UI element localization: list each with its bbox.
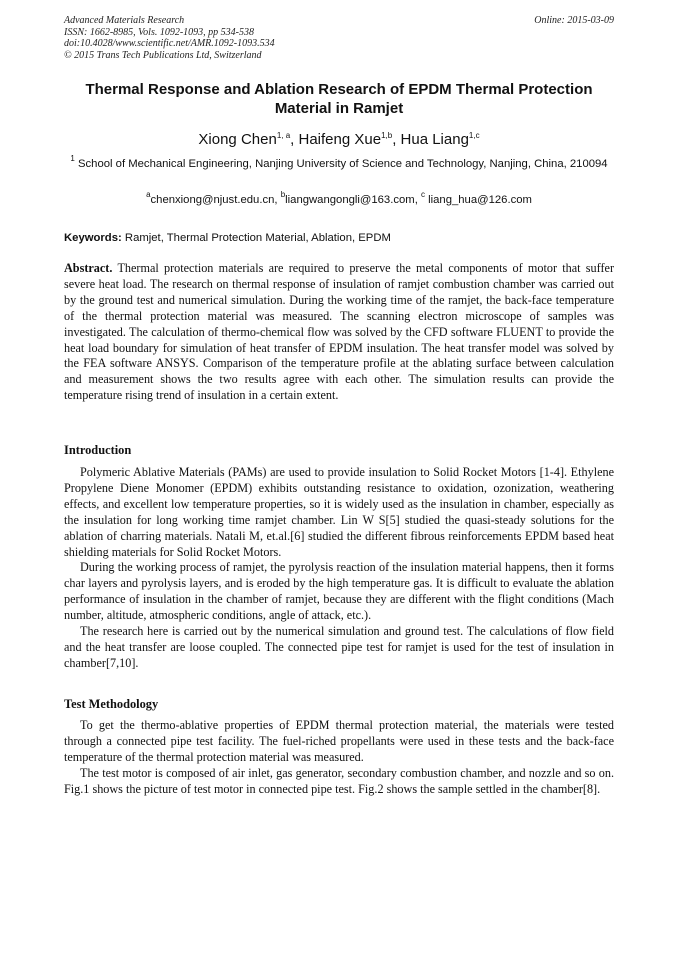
author-affiliation-mark: 1,b xyxy=(381,131,393,140)
email-list: $^a$chenxiong@njust.edu.cn, $^b$liangwangongli@163.com, $^c$ liang_hua@126.com xyxy=(146,190,532,206)
author-name: Haifeng Xue xyxy=(298,131,382,148)
keywords xyxy=(64,231,614,246)
paragraph: To get the thermo-ablative properties of EPDM thermal protection material, the materials were tested through a connected pipe test facility. The fuel-riched propellants were used in these tests and the back-face temperature of the thermal protection material was measured. xyxy=(64,718,614,764)
author-affiliation-mark: 1, a xyxy=(276,131,291,140)
abstract-text: Thermal protection materials are required to preserve the metal components of motor that suffer severe heat load. The research on thermal response of insulation of ramjet combustion chamber was carried out by the ground test and numerical simulation. During the working time of the ramjet, the back-face temperature of the thermal protection material was measured. The scanning electron microscope of samples was investigated. The calculation of thermo-chemical flow was solved by the CFD software FLUENT to provide the heat load boundary for simulation of heat transfer of EPDM insulation. The heat transfer model was solved by the FEA software ANSYS. Comparison of the temperature profile at the ablating surface between calculation and measurement shows the two results agree with each other. The simulation results can provide the temperature rising trend of insulation in a certain extent. xyxy=(64,261,614,403)
paper-title: Thermal Response and Ablation Research of EPDM Thermal Protection Material in Ramjet xyxy=(85,81,593,117)
author-name: Hua Liang xyxy=(400,131,469,148)
section-heading-test-methodology: Test Methodology xyxy=(64,697,159,711)
affiliation-mark: 1 xyxy=(70,154,75,163)
affiliation xyxy=(64,154,614,172)
issn-line: ISSN: 1662-8985, Vols. 1092-1093, pp 534-538 xyxy=(64,26,254,38)
online-date: Online: 2015-03-09 xyxy=(534,15,614,26)
email-address: liangwangongli@163.com xyxy=(285,194,415,206)
keywords-label: Keywords: xyxy=(64,232,122,244)
abstract xyxy=(64,261,614,404)
email-address: chenxiong@njust.edu.cn xyxy=(150,194,275,206)
email-mark: b xyxy=(280,190,286,199)
author-list: Xiong Chen$^{1, a}$, Haifeng Xue$^{1,b}$, Hua Liang$^{1,c}$ xyxy=(198,131,480,148)
abstract-label: Abstract. xyxy=(64,261,113,275)
author-affiliation-mark: 1,c xyxy=(468,131,480,140)
introduction-body xyxy=(64,465,614,672)
section-heading-introduction: Introduction xyxy=(64,443,132,457)
doi-line: doi:10.4028/www.scientific.net/AMR.1092-1093.534 xyxy=(64,38,275,49)
journal-header xyxy=(64,15,614,61)
paragraph: The research here is carried out by the numerical simulation and ground test. The calculations of flow field and the heat transfer are loose coupled. The connected pipe test for ramjet is used for the test of insulation in chamber[7,10]. xyxy=(64,624,614,670)
email-mark: a xyxy=(146,190,151,199)
email-mark: c xyxy=(420,190,425,199)
paragraph: The test motor is composed of air inlet, gas generator, secondary combustion chamber, and nozzle and so on. Fig.1 shows the picture of test motor in connected pipe test. Fig.2 shows the sample settled in the chamber[8]. xyxy=(64,765,614,796)
paragraph: Polymeric Ablative Materials (PAMs) are used to provide insulation to Solid Rocket Motors [1-4]. Ethylene Propylene Diene Monomer (EPDM) exhibits outstanding resistance to oxidation, ozonization, weathering effects, and excellent low temperature properties, so it is widely used as the insulation in chamber, especially as the insulation for long working time ramjet chamber. Lin W S[5] studied the quasi-steady solutions for the ablation of charring materials. Natali M, et.al.[6] studied the different fibrous reinforcements EPDM based heat shielding materials for Solid Rocket Motors. xyxy=(64,465,614,559)
test-methodology-body xyxy=(64,718,614,798)
email-address: liang_hua@126.com xyxy=(428,194,532,206)
journal-name: Advanced Materials Research xyxy=(64,15,185,26)
author-name: Xiong Chen xyxy=(198,131,277,148)
keywords-text: Ramjet, Thermal Protection Material, Ablation, EPDM xyxy=(124,232,391,244)
affiliation-text: School of Mechanical Engineering, Nanjing University of Science and Technology, Nanjing, China, 210094 xyxy=(77,158,608,170)
copyright-line: © 2015 Trans Tech Publications Ltd, Switzerland xyxy=(64,49,262,61)
paragraph: During the working process of ramjet, the pyrolysis reaction of the insulation material happens, then it forms char layers and pyrolysis layers, and is eroded by the high temperature gas. It is difficult to evaluate the ablation performance of insulation in the chamber of ramjet, because they are different with the flight conditions (Mach number, altitude, atmospheric conditions, angle of attack, etc.). xyxy=(64,560,614,623)
